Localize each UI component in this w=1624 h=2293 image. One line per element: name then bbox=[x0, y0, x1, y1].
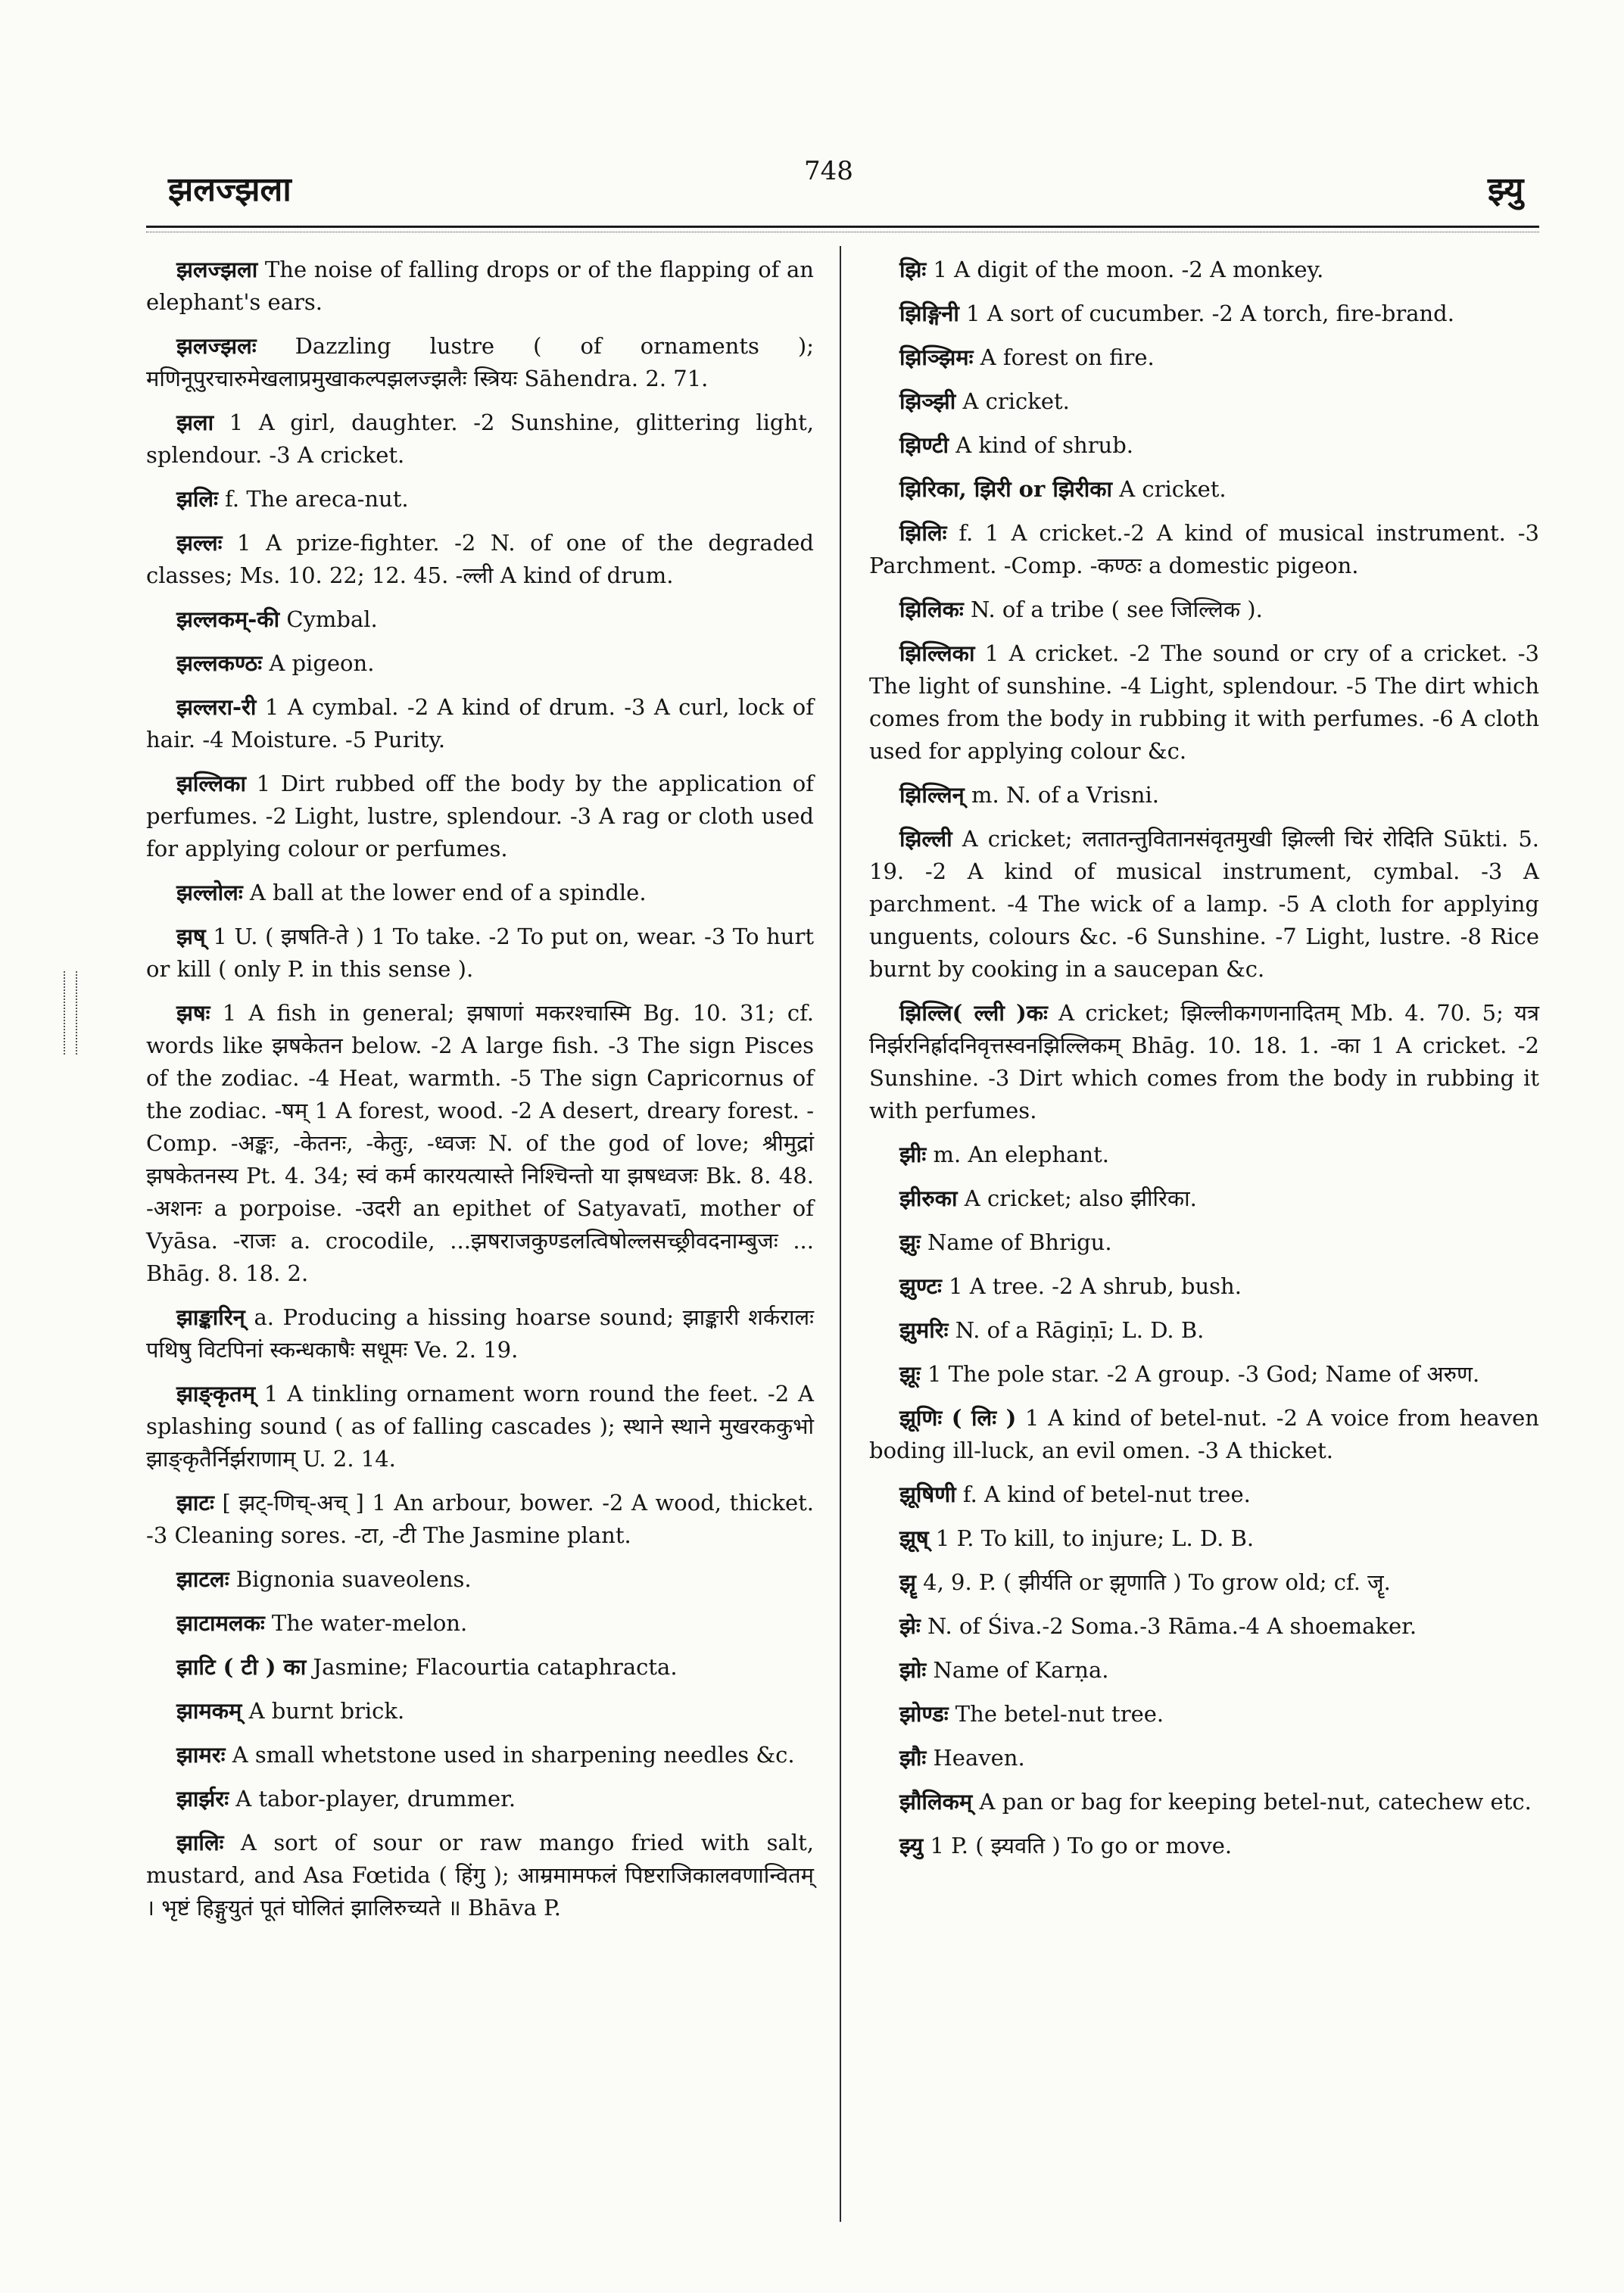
entry-definition: The water-melon. bbox=[264, 1610, 468, 1636]
entry-definition: 1 A digit of the moon. -2 A monkey. bbox=[926, 257, 1324, 282]
entry-headword: झूः bbox=[899, 1361, 921, 1387]
entry-headword: झल्लिका bbox=[176, 771, 246, 796]
entry-headword: झिरिका, झिरी or झिरीका bbox=[899, 476, 1112, 502]
entry-definition: A ball at the lower end of a spindle. bbox=[242, 880, 647, 905]
entry-headword: झोः bbox=[899, 1657, 927, 1683]
entry-headword: झौलिकम् bbox=[899, 1789, 973, 1815]
dictionary-entry bbox=[869, 1742, 1539, 1774]
entry-headword: झूष् bbox=[899, 1525, 929, 1551]
entry-definition: 1 A sort of cucumber. -2 A torch, fire-brand. bbox=[959, 301, 1454, 326]
dictionary-entry bbox=[146, 603, 814, 636]
entry-definition: N. of a tribe ( see जिल्लिक ). bbox=[963, 597, 1263, 622]
header-rule bbox=[146, 226, 1539, 228]
entry-definition: The betel-nut tree. bbox=[948, 1701, 1164, 1727]
entry-headword: झुः bbox=[899, 1229, 921, 1255]
dictionary-entry bbox=[146, 1563, 814, 1596]
entry-definition: 1 A tinkling ornament worn round the feet. -2 A splashing sound ( as of falling cascades ); स्थाने स्थाने मुखरककुभो झाङ्कृतैर्निर्झराणाम् U. 2. 14. bbox=[146, 1381, 814, 1472]
dictionary-entry bbox=[146, 877, 814, 909]
dictionary-entry bbox=[146, 1301, 814, 1366]
entry-definition: Heaven. bbox=[926, 1745, 1025, 1771]
entry-definition: N. of Śiva.-2 Soma.-3 Rāma.-4 A shoemaker. bbox=[920, 1613, 1417, 1639]
right-guide-word: झ्यु bbox=[1488, 170, 1524, 209]
dictionary-entry bbox=[146, 254, 814, 319]
entry-headword: झलिः bbox=[176, 486, 218, 512]
entry-definition: a. Producing a hissing hoarse sound; झाङ्कारी शर्करालः पथिषु विटपिनां स्कन्धकाषैः सधूमः Ve. 2. 19. bbox=[146, 1304, 814, 1363]
entry-definition: A cricket; also झीरिका. bbox=[957, 1185, 1197, 1211]
entry-definition: 4, 9. P. ( झीर्यति or झृणाति ) To grow old; cf. जॄ. bbox=[915, 1569, 1391, 1595]
entry-headword: झिः bbox=[899, 257, 927, 282]
dictionary-entry bbox=[869, 594, 1539, 626]
dictionary-entry bbox=[869, 1478, 1539, 1511]
entry-definition: A cricket; लतातन्तुवितानसंवृतमुखी झिल्ली चिरं रोदिति Sūkti. 5. 19. -2 A kind of musical instrument, cymbal. -3 A parchment. -4 The wick of a lamp. -5 A cloth for applying unguents, colours &c. -6 Sunshine. -7 Light, lustre. -8 Rice burnt by cooking in a saucepan &c. bbox=[869, 826, 1539, 982]
entry-definition: A forest on fire. bbox=[973, 344, 1155, 370]
dictionary-entry bbox=[869, 1402, 1539, 1467]
dictionary-entry bbox=[146, 921, 814, 986]
entry-headword: झाङ्कारिन् bbox=[176, 1304, 245, 1330]
entry-headword: झेः bbox=[899, 1613, 921, 1639]
entry-definition: A pan or bag for keeping betel-nut, catechew etc. bbox=[972, 1789, 1532, 1815]
column-divider bbox=[840, 246, 841, 2222]
entry-definition: A small whetstone used in sharpening needles &c. bbox=[225, 1742, 795, 1768]
entry-headword: झाटलः bbox=[176, 1566, 229, 1592]
dictionary-entry bbox=[146, 1695, 814, 1728]
entry-definition: The noise of falling drops or of the flapping of an elephant's ears. bbox=[146, 257, 814, 315]
dictionary-entry bbox=[146, 483, 814, 516]
entry-definition: N. of a Rāgiṇī; L. D. B. bbox=[948, 1317, 1205, 1343]
entry-definition: 1 U. ( झषति-ते ) 1 To take. -2 To put on, wear. -3 To hurt or kill ( only P. in this sense ). bbox=[146, 924, 814, 982]
entry-definition: f. A kind of betel-nut tree. bbox=[955, 1481, 1251, 1507]
entry-headword: झीः bbox=[899, 1142, 927, 1167]
entry-definition: 1 A cricket. -2 The sound or cry of a cricket. -3 The light of sunshine. -4 Light, splendour. -5 The dirt which comes from the body in rubbing it with perfumes. -6 A cloth used for applying colour &c. bbox=[869, 640, 1539, 764]
entry-headword: झिल्लिन् bbox=[899, 782, 965, 808]
entry-headword: झ्यु bbox=[899, 1833, 924, 1858]
entry-definition: A burnt brick. bbox=[242, 1698, 405, 1724]
dictionary-entry bbox=[869, 473, 1539, 506]
dictionary-entry bbox=[869, 1314, 1539, 1347]
dictionary-entry bbox=[869, 517, 1539, 582]
dictionary-entry bbox=[869, 298, 1539, 330]
entry-definition: 1 A fish in general; झषाणां मकरश्चास्मि Bg. 10. 31; cf. words like झषकेतन below. -2 A large fish. -3 The sign Pisces of the zodiac. -4 Heat, warmth. -5 The sign Capricornus of the zodiac. -षम् 1 A forest, wood. -2 A desert, dreary forest. -Comp. -अङ्कः, -केतनः, -केतुः, -ध्वजः N. of the god of love; श्रीमुद्रां झषकेतनस्य Pt. 4. 34; स्वं कर्म कारयत्यास्ते निश्चिन्तो या झषध्वजः Bk. 8. 48. -अशनः a porpoise. -उदरी an epithet of Satyavatī, mother of Vyāsa. -राजः a. crocodile, ...झषराजकुण्डलत्विषोल्लसच्छ्रीवदनाम्बुजः ... Bhāg. 8. 18. 2. bbox=[146, 1000, 814, 1286]
dictionary-entry bbox=[146, 691, 814, 756]
entry-headword: झामरः bbox=[176, 1742, 226, 1768]
entry-headword: झोण्डः bbox=[899, 1701, 949, 1727]
entry-headword: झामकम् bbox=[176, 1698, 242, 1724]
entry-headword: झिलिः bbox=[899, 520, 947, 546]
entry-headword: झौः bbox=[899, 1745, 927, 1771]
entry-definition: A kind of shrub. bbox=[949, 432, 1134, 458]
dictionary-entry bbox=[146, 407, 814, 472]
entry-headword: झिल्लि( ल्ली )कः bbox=[899, 1000, 1048, 1026]
entry-definition: 1 P. To kill, to injure; L. D. B. bbox=[928, 1525, 1255, 1551]
dictionary-entry bbox=[146, 1783, 814, 1815]
entry-definition: 1 A kind of betel-nut. -2 A voice from heaven boding ill-luck, an evil omen. -3 A thicket. bbox=[869, 1405, 1539, 1463]
entry-headword: झूषिणी bbox=[899, 1481, 956, 1507]
dictionary-entry bbox=[869, 1226, 1539, 1259]
entry-headword: झीरुका bbox=[899, 1185, 958, 1211]
dictionary-entry bbox=[869, 1698, 1539, 1731]
entry-headword: झॄ bbox=[899, 1569, 916, 1595]
dictionary-entry bbox=[869, 1358, 1539, 1391]
entry-headword: झिलिकः bbox=[899, 597, 964, 622]
dictionary-entry bbox=[869, 1182, 1539, 1215]
entry-headword: झल्लः bbox=[176, 530, 223, 556]
entry-definition: f. 1 A cricket.-2 A kind of musical instrument. -3 Parchment. -Comp. -कण्ठः a domestic pigeon. bbox=[869, 520, 1539, 578]
entry-definition: A pigeon. bbox=[262, 650, 375, 676]
entry-headword: झल्लकम्-की bbox=[176, 606, 280, 632]
entry-definition: A cricket; झिल्लीकगणनादितम् Mb. 4. 70. 5; यत्र निर्झरनिर्ह्रादनिवृत्तस्वनझिल्लिकम् Bhāg. 10. 18. 1. -का 1 A cricket. -2 Sunshine. -3 Dirt which comes from the body in rubbing it with perfumes. bbox=[869, 1000, 1539, 1123]
entry-headword: झिञ्झी bbox=[899, 388, 956, 414]
entry-headword: झुमरिः bbox=[899, 1317, 949, 1343]
dictionary-entry bbox=[869, 1139, 1539, 1171]
dictionary-entry bbox=[146, 647, 814, 680]
entry-definition: 1 A girl, daughter. -2 Sunshine, glittering light, splendour. -3 A cricket. bbox=[146, 410, 814, 468]
entry-headword: झाटि ( टी ) का bbox=[176, 1654, 307, 1680]
margin-mark bbox=[64, 971, 77, 1055]
dictionary-entry bbox=[146, 1487, 814, 1552]
dictionary-entry bbox=[869, 637, 1539, 768]
entry-headword: झाटामलकः bbox=[176, 1610, 265, 1636]
page-header bbox=[0, 0, 1624, 242]
entry-headword: झिल्ली bbox=[899, 826, 952, 852]
dictionary-entry bbox=[869, 341, 1539, 374]
entry-headword: झिण्टी bbox=[899, 432, 949, 458]
dictionary-entry bbox=[146, 330, 814, 395]
dictionary-entry bbox=[869, 1610, 1539, 1643]
entry-headword: झुण्टः bbox=[899, 1273, 942, 1299]
right-column bbox=[869, 254, 1539, 1874]
dictionary-entry bbox=[146, 768, 814, 865]
entry-headword: झूणिः ( लिः ) bbox=[899, 1405, 1017, 1431]
entry-headword: झाटः bbox=[176, 1490, 214, 1516]
entry-headword: झिञ्झिमः bbox=[899, 344, 974, 370]
entry-definition: Cymbal. bbox=[279, 606, 378, 632]
entry-definition: Name of Bhrigu. bbox=[920, 1229, 1112, 1255]
page-number: 748 bbox=[804, 156, 853, 186]
dictionary-entry bbox=[869, 1654, 1539, 1687]
entry-definition: m. An elephant. bbox=[926, 1142, 1109, 1167]
dictionary-entry bbox=[869, 429, 1539, 462]
entry-headword: झल्लोलः bbox=[176, 880, 243, 905]
entry-headword: झषः bbox=[176, 1000, 210, 1026]
entry-headword: झाङ्कृतम् bbox=[176, 1381, 256, 1407]
entry-definition: Name of Karṇa. bbox=[926, 1657, 1109, 1683]
entry-definition: 1 Dirt rubbed off the body by the application of perfumes. -2 Light, lustre, splendour. -3 A rag or cloth used for applying colour or perfumes. bbox=[146, 771, 814, 861]
entry-headword: झल्लरा-री bbox=[176, 694, 257, 720]
dictionary-entry bbox=[146, 997, 814, 1290]
entry-headword: झलज्झला bbox=[176, 257, 258, 282]
dictionary-entry bbox=[146, 1651, 814, 1684]
dictionary-entry bbox=[869, 1522, 1539, 1555]
entry-definition: 1 A tree. -2 A shrub, bush. bbox=[941, 1273, 1242, 1299]
entry-headword: झार्झरः bbox=[176, 1786, 229, 1812]
entry-definition: 1 P. ( झ्यवति ) To go or move. bbox=[923, 1833, 1233, 1858]
entry-definition: Bignonia suaveolens. bbox=[229, 1566, 472, 1592]
dictionary-entry bbox=[869, 779, 1539, 812]
dictionary-entry bbox=[869, 385, 1539, 418]
dictionary-entry bbox=[146, 527, 814, 592]
dictionary-entry bbox=[146, 1378, 814, 1475]
entry-headword: झिङ्गिनी bbox=[899, 301, 959, 326]
entry-headword: झष् bbox=[176, 924, 206, 949]
dictionary-entry bbox=[869, 1566, 1539, 1599]
dictionary-entry bbox=[869, 1270, 1539, 1303]
dictionary-entry bbox=[146, 1739, 814, 1771]
entry-definition: A sort of sour or raw mango fried with salt, mustard, and Asa Fœtida ( हिंगु ); आम्रमामफलं पिष्टराजिकालवणान्वितम् । भृष्टं हिङ्गुयुतं पूतं घोलितं झालिरुच्यते ॥ Bhāva P. bbox=[146, 1830, 814, 1921]
dictionary-entry bbox=[146, 1827, 814, 1924]
entry-definition: A cricket. bbox=[1112, 476, 1227, 502]
dictionary-entry bbox=[869, 1830, 1539, 1862]
entry-definition: m. N. of a Vrisni. bbox=[964, 782, 1159, 808]
left-guide-word: झलज्झला bbox=[168, 170, 291, 209]
dictionary-entry bbox=[869, 1786, 1539, 1818]
entry-definition: A tabor-player, drummer. bbox=[229, 1786, 516, 1812]
entry-definition: A cricket. bbox=[955, 388, 1070, 414]
entry-definition: [ झट्-णिच्-अच् ] 1 An arbour, bower. -2 A wood, thicket. -3 Cleaning sores. -टा, -टी The Jasmine plant. bbox=[146, 1490, 814, 1548]
entry-definition: Jasmine; Flacourtia cataphracta. bbox=[306, 1654, 678, 1680]
entry-headword: झिल्लिका bbox=[899, 640, 975, 666]
left-column bbox=[146, 254, 814, 1936]
entry-definition: Dazzling lustre ( of ornaments ); मणिनूपुरचारुमेखलाप्रमुखाकल्पझलज्झलैः स्त्रियः Sāhendra. 2. 71. bbox=[146, 333, 814, 391]
entry-definition: 1 A prize-fighter. -2 N. of one of the degraded classes; Ms. 10. 22; 12. 45. -ल्ली A kind of drum. bbox=[146, 530, 814, 588]
dictionary-entry bbox=[869, 823, 1539, 986]
dictionary-entry bbox=[869, 254, 1539, 286]
entry-definition: f. The areca-nut. bbox=[217, 486, 409, 512]
entry-headword: झलज्झलः bbox=[176, 333, 257, 359]
entry-definition: 1 A cymbal. -2 A kind of drum. -3 A curl, lock of hair. -4 Moisture. -5 Purity. bbox=[146, 694, 814, 752]
entry-definition: 1 The pole star. -2 A group. -3 God; Name of अरुण. bbox=[920, 1361, 1480, 1387]
dictionary-entry bbox=[146, 1607, 814, 1640]
entry-headword: झला bbox=[176, 410, 214, 435]
dictionary-entry bbox=[869, 997, 1539, 1127]
entry-headword: झल्लकण्ठः bbox=[176, 650, 263, 676]
entry-headword: झालिः bbox=[176, 1830, 224, 1855]
